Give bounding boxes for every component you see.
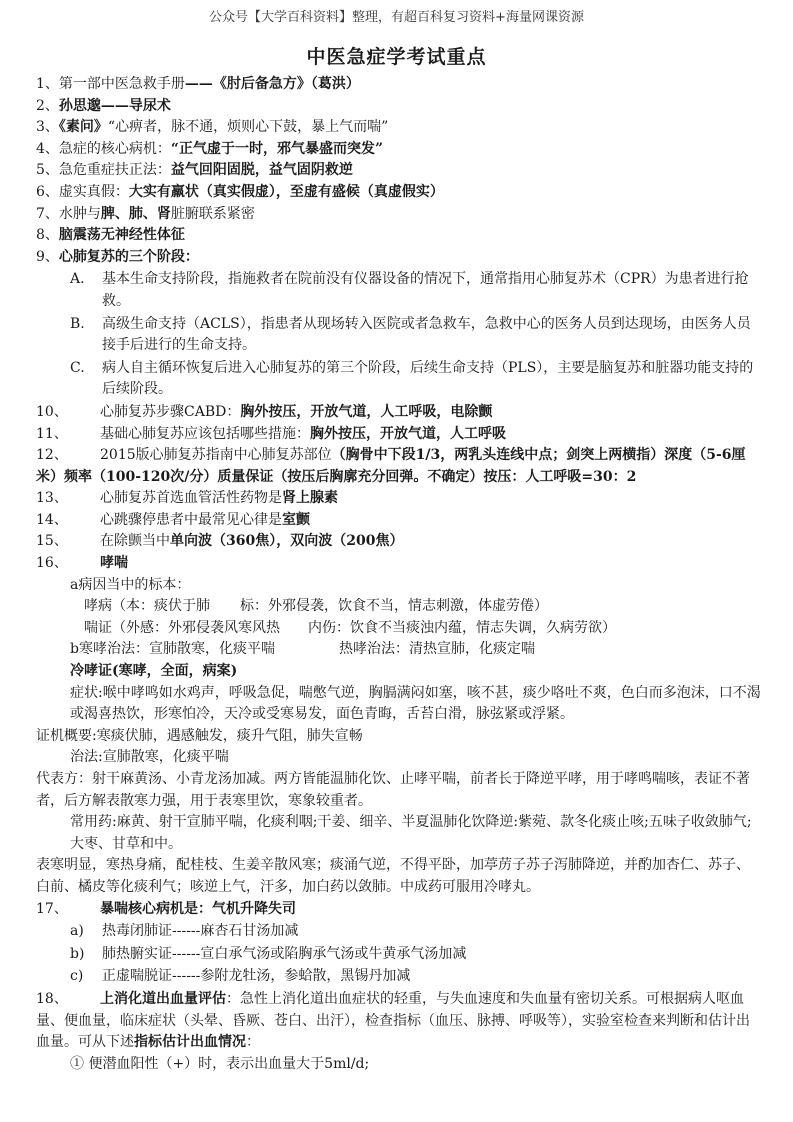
cold-asthma-heading: 冷哮证(寒哮，全面，病案) — [70, 663, 238, 680]
item-17-a: a) 热毒闭肺证------麻杏石甘汤加减 — [70, 923, 299, 940]
item-11: 11、 基础心肺复苏应该包括哪些措施：胸外按压，开放气道，人工呼吸 — [36, 425, 506, 442]
item-9-c: C. 病人自主循环恢复后进入心肺复苏的第三个阶段，后续生命支持（PLS），主要是脑复苏和脏器功能支持的后续阶段。 — [70, 359, 754, 398]
item-16-b: b寒哮治法：宣肺散寒，化痰平喘 热哮治法：清热宣肺，化痰定喘 — [70, 641, 535, 658]
cold-asthma-formula: 代表方：射干麻黄汤、小青龙汤加减。两方皆能温肺化饮、止哮平喘，前者长于降逆平哮，用于哮鸣喘咳，表证不著者，后方解表散寒力强，用于表寒里饮，寒象较重者。 — [36, 771, 750, 809]
header-watermark: 公众号【大学百科资料】整理，有超百科复习资料+海量网课资源 — [209, 10, 584, 25]
item-3: 3、《素问》“心痹者，脉不通，烦则心下鼓，暴上气而喘” — [36, 119, 389, 136]
item-1: 1、第一部中医急救手册——《肘后备急方》（葛洪） — [36, 76, 360, 92]
item-17: 17、 暴喘核心病机是：气机升降失司 — [36, 900, 296, 917]
document-body — [36, 74, 762, 1075]
item-14: 14、 心跳骤停患者中最常见心律是室颤 — [36, 511, 310, 528]
item-5: 5、急危重症扶正法：益气回阳固脱，益气固阴救逆 — [36, 162, 353, 179]
item-9-b: B. 高级生命支持（ACLS），指患者从现场转入医院或者急救车，急救中心的医务人员到达现场，由医务人员接手后进行的生命支持。 — [70, 315, 751, 354]
item-16-a-1: 哮病（本：痰伏于肺 标：外邪侵袭，饮食不当，情志刺激，体虚劳倦） — [84, 598, 548, 615]
item-9: 9、心肺复苏的三个阶段： — [36, 248, 199, 265]
item-16-a-2: 喘证（外感：外邪侵袭风寒风热 内伤：饮食不当痰浊内蕴，情志失调，久病劳欲） — [84, 619, 616, 636]
item-16: 16、 哮喘 — [36, 555, 128, 572]
item-9-a: A. 基本生命支持阶段，指施救者在院前没有仪器设备的情况下，通常指用心肺复苏术（CPR）为患者进行抢救。 — [70, 271, 749, 309]
item-13: 13、 心肺复苏首选血管活性药物是肾上腺素 — [36, 490, 338, 507]
cold-asthma-exterior: 表寒明显，寒热身痛，配桂枝、生姜辛散风寒；痰涌气逆，不得平卧，加葶苈子苏子泻肺降逆，并酌加杏仁、苏子、白前、橘皮等化痰利气；咳逆上气，汗多，加白药以敛肺。中成药可服用冷哮丸。 — [36, 857, 750, 895]
cold-asthma-drugs: 常用药:麻黄、射干宣肺平喘，化痰利咽;干姜、细辛、半夏温肺化饮降逆:紫菀、款冬化痰止咳;五味子收敛肺气;大枣、甘草和中。 — [70, 814, 752, 852]
item-18: 18、 上消化道出血量评估：急性上消化道出血症状的轻重，与失血速度和失血量有密切关系。可根据病人呕血量、便血量，临床症状（头晕、昏厥、苍白、出汗），检查指标（血压、脉搏、呼吸等），实验室检查来判断和估计出血量。可从下述指标估计出血情况： — [36, 990, 750, 1051]
item-15: 15、 在除颤当中单向波（360焦），双向波（200焦） — [36, 533, 404, 550]
cold-asthma-mechanism: 证机概要:寒痰伏肺，遇感触发，痰升气阻，肺失宣畅 — [36, 727, 363, 744]
item-6: 6、虚实真假：大实有羸状（真实假虚），至虚有盛候（真虚假实） — [36, 183, 444, 200]
item-18-1: ① 便潜血阳性（+）时，表示出血量大于5ml/d; — [70, 1055, 370, 1072]
cold-asthma-symptoms: 症状:喉中哮鸣如水鸡声，呼吸急促，喘憋气逆，胸膈满闷如塞，咳不甚，痰少咯吐不爽，色白而多泡沫，口不渴或渴喜热饮，形寒怕冷，天冷或受寒易发，面色青晦，舌苔白滑，脉弦紧或浮紧。 — [70, 684, 761, 723]
item-12: 12、 2015版心肺复苏指南中心肺复苏部位（胸骨中下段1/3，两乳头连线中点；剑突上两横指）深度（5-6厘米）频率（100-120次/分）质量保证（按压后胸廓充分回弹。不确定）按压：人工呼吸=30：2 — [36, 447, 746, 485]
item-17-b: b) 肺热腑实证------宣白承气汤或陷胸承气汤或牛黄承气汤加减 — [70, 945, 467, 962]
item-8: 8、脑震荡无神经性体征 — [36, 227, 185, 244]
item-4: 4、急症的核心病机：“正气虚于一时，邪气暴盛而突发” — [36, 140, 384, 157]
item-17-c: c) 正虚喘脱证------参附龙牡汤，参蛤散，黑锡丹加减 — [70, 968, 411, 985]
item-7: 7、水肿与脾、肺、肾脏腑联系紧密 — [36, 205, 255, 222]
item-2: 2、孙思邈——导尿术 — [36, 97, 171, 114]
cold-asthma-treatment: 治法:宣肺散寒，化痰平喘 — [70, 749, 229, 766]
item-10: 10、 心肺复苏步骤CABD：胸外按压，开放气道，人工呼吸，电除颤 — [36, 403, 493, 420]
page-title: 中医急症学考试重点 — [306, 46, 487, 68]
item-16-a: a病因当中的标本： — [70, 576, 191, 593]
